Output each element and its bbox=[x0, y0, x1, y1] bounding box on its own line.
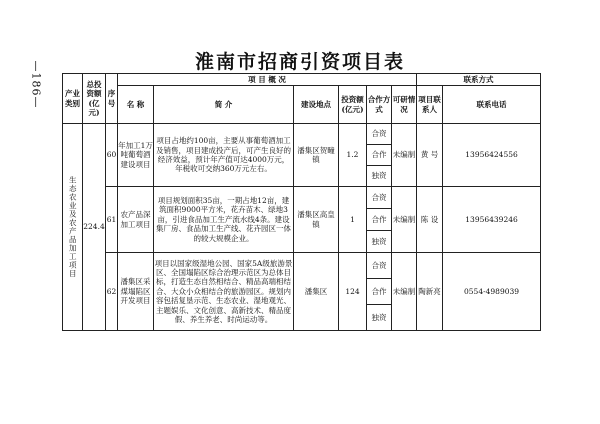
investment-cell: 124 bbox=[339, 253, 367, 331]
header-contact-person: 项目联系人 bbox=[417, 86, 443, 124]
header-location: 建设地点 bbox=[294, 86, 339, 124]
table-row bbox=[63, 124, 541, 145]
coop-cell: 合资 bbox=[367, 187, 392, 209]
table-row bbox=[63, 187, 541, 209]
coop-cell: 独资 bbox=[367, 231, 392, 253]
header-seq: 序号 bbox=[106, 74, 118, 124]
page-number: —186— bbox=[29, 60, 43, 109]
location-cell: 潘集区贺疃镇 bbox=[294, 124, 339, 187]
page-title: 淮南市招商引资项目表 bbox=[194, 51, 405, 73]
phone-cell: 13956439246 bbox=[443, 187, 541, 253]
coop-cell: 合资 bbox=[367, 253, 392, 279]
coop-cell: 合作 bbox=[367, 209, 392, 231]
seq-cell: 62 bbox=[106, 253, 118, 331]
contact-cell: 陶新亮 bbox=[417, 253, 443, 331]
phone-cell: 13956424556 bbox=[443, 124, 541, 187]
header-contact-info: 联系方式 bbox=[417, 74, 541, 86]
seq-cell: 61 bbox=[106, 187, 118, 253]
projects-table bbox=[62, 73, 541, 331]
header-name: 名 称 bbox=[118, 86, 154, 124]
contact-cell: 陈 设 bbox=[417, 187, 443, 253]
table-row bbox=[63, 253, 541, 279]
investment-cell: 1 bbox=[339, 187, 367, 253]
project-name-cell: 年加工1万吨葡萄酒建设项目 bbox=[118, 124, 154, 187]
coop-cell: 独资 bbox=[367, 166, 392, 187]
research-cell: 未编制 bbox=[392, 187, 417, 253]
total-investment-cell: 224.4 bbox=[83, 124, 106, 331]
project-name-cell: 潘集区采煤塌陷区开发项目 bbox=[118, 253, 154, 331]
location-cell: 潘集区 bbox=[294, 253, 339, 331]
header-overview: 项 目 概 况 bbox=[118, 74, 417, 86]
header-total-investment: 总投资额(亿元) bbox=[83, 74, 106, 124]
coop-cell: 合资 bbox=[367, 124, 392, 145]
location-cell: 潘集区高皇镇 bbox=[294, 187, 339, 253]
project-intro-cell: 项目占地约100亩，主要从事葡萄酒加工及销售，项目建成投产后，可产生良好的经济效益，预计年产值可达4000万元，年税收可交纳360万元左右。 bbox=[154, 124, 294, 187]
coop-cell: 合作 bbox=[367, 279, 392, 305]
investment-cell: 1.2 bbox=[339, 124, 367, 187]
research-cell: 未编制 bbox=[392, 124, 417, 187]
header-industry: 产业类别 bbox=[63, 74, 83, 124]
coop-cell: 独资 bbox=[367, 305, 392, 331]
header-investment: 投资额(亿元) bbox=[339, 86, 367, 124]
header-row-2 bbox=[63, 86, 541, 124]
coop-cell: 合作 bbox=[367, 145, 392, 166]
project-intro-cell: 项目以国家级湿地公园、国家5A级旅游景区、全国塌陷区综合治理示范区为总体目标，打造生态自然相结合、精品高端相结合、大众小众相结合的旅游园区。规划内容包括复垦示范、生态农业、湿地观光、主题娱乐、文化创意、高新技术、精品度假、养生养老、时尚运动等。 bbox=[154, 253, 294, 331]
header-coop: 合作方式 bbox=[367, 86, 392, 124]
header-research: 可研情况 bbox=[392, 86, 417, 124]
project-intro-cell: 项目规划面积35亩，一期占地12亩，建筑面积9000平方米，花卉苗木、绿地3亩，引进食品加工生产流水线4条。建设集厂房、食品加工生产线、花卉园区一体的较大规模企业。 bbox=[154, 187, 294, 253]
contact-cell: 黄 号 bbox=[417, 124, 443, 187]
header-phone: 联系电话 bbox=[443, 86, 541, 124]
research-cell: 未编制 bbox=[392, 253, 417, 331]
phone-cell: 0554-4989039 bbox=[443, 253, 541, 331]
seq-cell: 60 bbox=[106, 124, 118, 187]
project-name-cell: 农产品深加工项目 bbox=[118, 187, 154, 253]
category-cell: 生态农业及农产品加工项目 bbox=[63, 124, 83, 331]
header-intro: 简 介 bbox=[154, 86, 294, 124]
header-row-1 bbox=[63, 74, 541, 86]
